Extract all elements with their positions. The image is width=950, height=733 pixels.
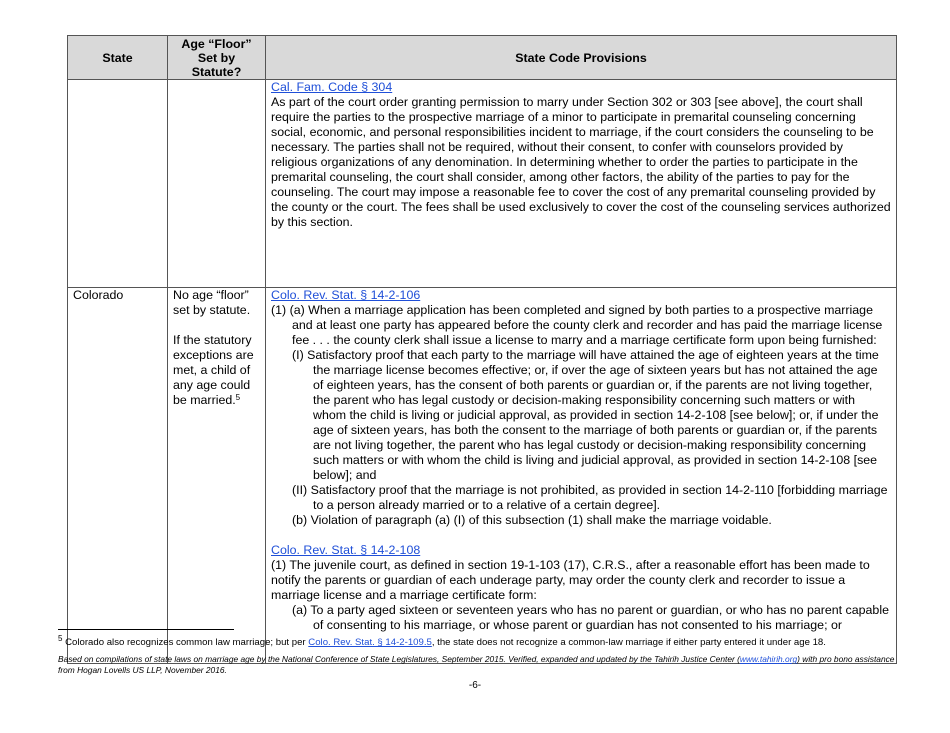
footnote-number: 5	[58, 634, 63, 643]
citation-link-colo-14-2-108[interactable]: Colo. Rev. Stat. § 14-2-108	[271, 543, 421, 557]
state-code-table	[67, 35, 897, 664]
provision-paragraph: (1) The juvenile court, as defined in section 19-1-103 (17), C.R.S., after a reasonable effort has been made to notify the parents or guardian of each underage party, may order the county clerk and recorder to issue a marriage license and a marriage certificate form:	[271, 558, 870, 602]
footnote-link[interactable]: Colo. Rev. Stat. § 14-2-109.5	[308, 637, 432, 648]
header-state: State	[68, 36, 168, 80]
age-cell-empty	[168, 80, 266, 288]
header-age-floor: Age “Floor” Set by Statute?	[168, 36, 266, 80]
provision-paragraph: (b) Violation of paragraph (a) (I) of this subsection (1) shall make the marriage voidable.	[292, 513, 772, 527]
provisions-cell-colorado	[266, 288, 897, 664]
provisions-cell-california	[266, 80, 897, 288]
provision-subparagraph: (a) To a party aged sixteen or seventeen years who has no parent or guardian, or who has no parent capable of consenting to his marriage, or whose parent or guardian has not consented to his marriage; or	[292, 603, 889, 632]
age-floor-cell-colorado	[168, 288, 266, 664]
footnote-ref: 5	[235, 393, 241, 402]
source-note: Based on compilations of state laws on marriage age by the National Conference of State Legislatures, September 2015. Verified, expanded and updated by the Tahirih Justice Center (www.tahirih.org) with pro bono assistance from Hogan Lovells US LLP, November 2016.	[58, 654, 895, 675]
provision-subparagraph: (II) Satisfactory proof that the marriage is not prohibited, as provided in section 14-2-110 [forbidding marriage to a person already married or to a relative of a certain degree].	[292, 483, 888, 512]
table-row-colorado	[68, 288, 897, 664]
tahirih-link[interactable]: www.tahirih.org	[739, 654, 798, 664]
footnote: $^5$ Colorado also recognizes common law marriage; but per Colo. Rev. Stat. § 14-2-109.5, the state does not recognize a common-law marriage if either party entered it under age 18.	[58, 634, 826, 648]
state-cell-colorado: Colorado	[68, 288, 168, 664]
citation-link-cal-fam-304[interactable]: Cal. Fam. Code § 304	[271, 80, 393, 94]
provision-subparagraph: (I) Satisfactory proof that each party to the marriage will have attained the age of eighteen years at the time the marriage license becomes effective; or, if over the age of sixteen years but has not attained the age of eighteen years, has the consent of both parents or guardian or, if the parents are not living together, the parent who has legal custody or decision-making responsibility concerning such matters or with whom the child is living or judicial approval, as provided in section 14-2-108 [see below]; or, if under the age of sixteen years, has both the consent to the marriage of both parents or guardian or, if the parents are not living together, the parent who has legal custody or decision-making responsibility concerning such matters or with whom the child is living and judicial approval, as provided in section 14-2-108 [see below]; and	[292, 348, 879, 482]
provision-paragraph: (1) (a) When a marriage application has been completed and signed by both parties to a prospective marriage and at least one party has appeared before the county clerk and recorder and has paid the marriage license fee . . . the county clerk shall issue a license to marry and a marriage certificate form upon being furnished:	[271, 303, 883, 347]
age-floor-note: If the statutory exceptions are met, a child of any age could be married.$^5$	[173, 333, 254, 407]
provision-text: As part of the court order granting permission to marry under Section 302 or 303 [see above], the court shall require the parties to the prospective marriage of a minor to participate in premarital counseling concerning social, economic, and personal responsibilities incident to marriage, if the court considers the counseling to be necessary. The parties shall not be required, without their consent, to confer with counselors provided by religious organizations of any denomination. In determining whether to order the parties to participate in the premarital counseling, the court shall consider, among other factors, the ability of the parties to pay for the counseling. The court may impose a reasonable fee to cover the cost of any premarital counseling provided by the county or the court. The fees shall be used exclusively to cover the cost of the counseling services authorized by this section.	[271, 95, 891, 229]
table-header-row	[68, 36, 897, 80]
header-provisions: State Code Provisions	[266, 36, 897, 80]
citation-link-colo-14-2-106[interactable]: Colo. Rev. Stat. § 14-2-106	[271, 288, 421, 302]
footnote-divider	[58, 629, 234, 630]
state-cell-empty	[68, 80, 168, 288]
table-row-california-continued	[68, 80, 897, 288]
page-number: -6-	[468, 680, 482, 691]
age-floor-text: No age “floor” set by statute.	[173, 288, 251, 317]
